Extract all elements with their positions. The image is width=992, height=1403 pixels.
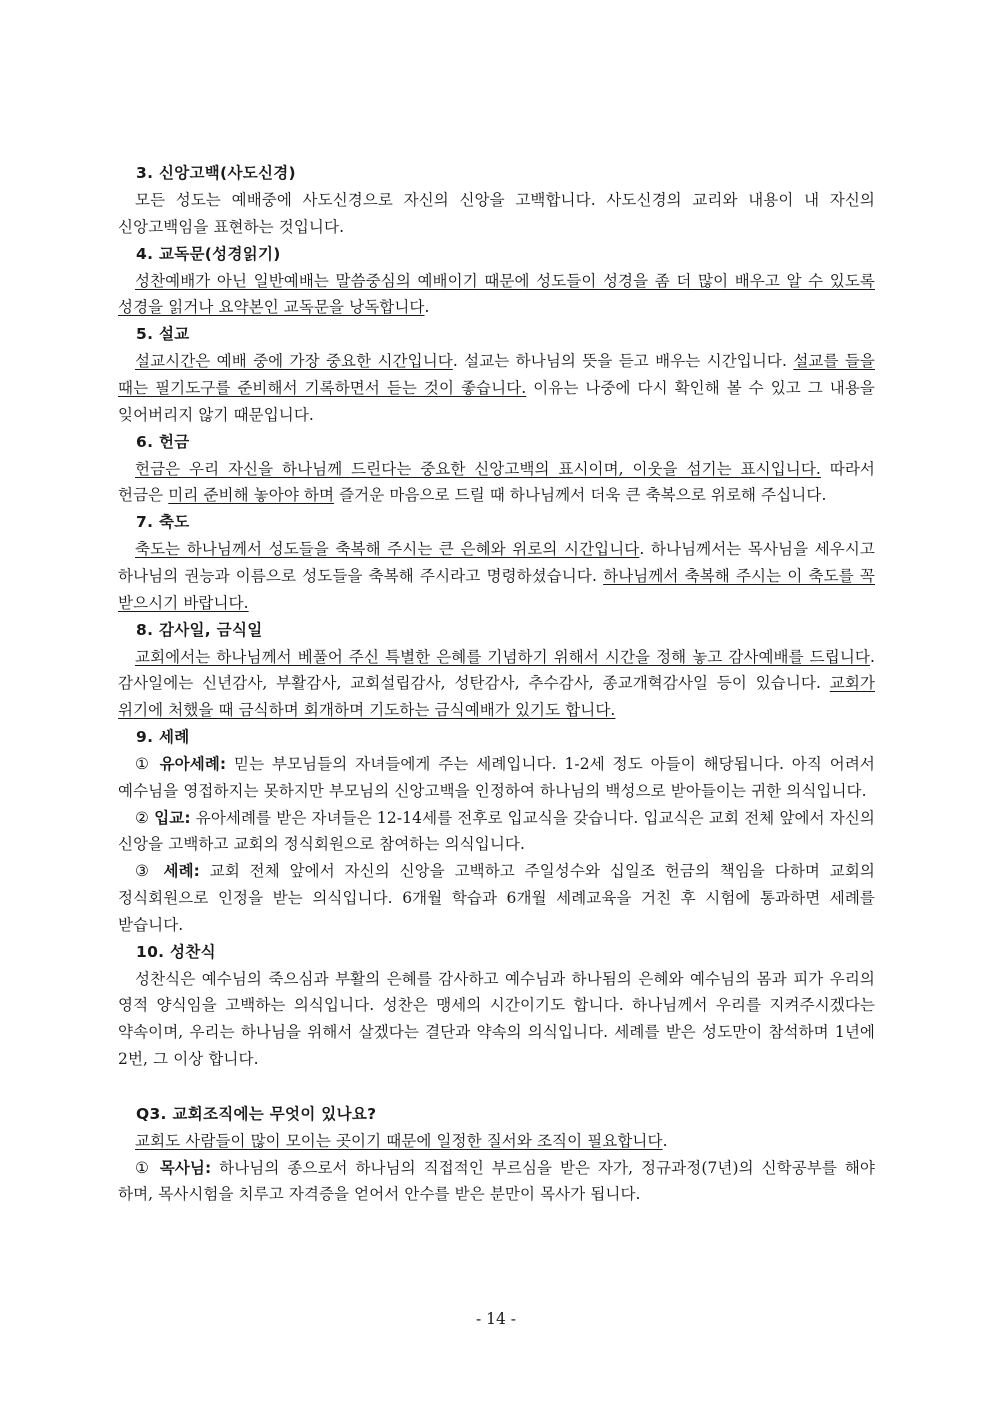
underlined-text: 헌금은 우리 자신을 하나님께 드린다는 중요한 신앙고백의 표시이며, 이웃을 섬기는 표시입니다. xyxy=(135,459,821,478)
text-run: ① xyxy=(135,754,160,773)
text-run: 즐거운 마음으로 드릴 때 하나님께서 더욱 큰 축복으로 위로해 주십니다. xyxy=(334,486,827,505)
section-paragraph xyxy=(118,456,875,510)
question-paragraph xyxy=(118,1155,875,1209)
section-heading: 5. 설교 xyxy=(136,325,190,344)
underlined-text: 축도는 하나님께서 성도들을 축복해 주시는 큰 은혜와 위로의 시간입니다 xyxy=(135,540,640,559)
text-run: 따라서 헌금은 xyxy=(118,459,875,505)
section-paragraph xyxy=(118,348,875,428)
term-label: 목사님: xyxy=(159,1158,212,1177)
section-heading: 9. 세례 xyxy=(136,727,190,746)
underlined-text: 성찬예배가 아닌 일반예배는 말씀중심의 예배이기 때문에 성도들이 성경을 좀 더 많이 배우고 알 수 있도록 성경을 읽거나 요약본인 교독문을 낭독합니다 xyxy=(118,271,875,317)
section-heading: 8. 감사일, 금식일 xyxy=(136,620,263,639)
underlined-text: 설교시간은 예배 중에 가장 중요한 시간입니다 xyxy=(135,352,453,371)
text-run: ① xyxy=(135,1158,160,1177)
question-paragraph xyxy=(118,1128,875,1155)
section-heading: 4. 교독문(성경읽기) xyxy=(136,244,281,263)
term-label: 입교: xyxy=(154,808,191,827)
underlined-text: 교회도 사람들이 많이 모이는 곳이기 때문에 일정한 질서와 조직이 필요합니다 xyxy=(135,1131,663,1150)
question-heading: Q3. 교회조직에는 무엇이 있나요? xyxy=(136,1104,377,1123)
section-paragraph xyxy=(118,187,875,241)
section-heading: 3. 신앙고백(사도신경) xyxy=(136,164,296,182)
section-paragraph xyxy=(118,858,875,938)
text-run: ② xyxy=(135,808,155,827)
section-paragraph xyxy=(118,644,875,724)
text-run: . xyxy=(662,1131,668,1150)
underlined-text: 교회에서는 하나님께서 베풀어 주신 특별한 은혜를 기념하기 위해서 시간을 정해 놓고 감사예배를 드립니다 xyxy=(135,647,870,666)
section-heading: 6. 헌금 xyxy=(136,432,190,451)
underlined-text: 설교를 들을 때는 필기도구를 준비해서 기록하면서 듣는 것이 좋습니다. xyxy=(118,352,875,397)
text-run: 교회 전체 앞에서 자신의 신앙을 고백하고 주일성수와 십일조 헌금의 책임을 다하며 교회의 정식회원으로 인정을 받는 의식입니다. 6개월 학습과 6개월 세례교육을 거친 후 시험에 통과하면 세례를 받습니다. xyxy=(118,862,875,934)
text-run: 하나님의 종으로서 하나님의 직접적인 부르심을 받은 자가, 정규과정(7년)의 신학공부를 해야 하며, 목사시험을 치루고 자격증을 얻어서 안수를 받은 분만이 목사가 됩니다. xyxy=(118,1158,875,1204)
underlined-text: 미리 준비해 놓아야 하며 xyxy=(168,486,335,505)
text-run: 이유는 나중에 다시 확인해 볼 수 있고 그 내용을 잊어버리지 않기 때문입니다. xyxy=(118,378,875,424)
section-paragraph xyxy=(118,268,875,322)
section-paragraph xyxy=(118,536,875,616)
text-run: . 설교는 하나님의 뜻을 듣고 배우는 시간입니다. xyxy=(452,352,794,371)
section-heading: 7. 축도 xyxy=(136,513,190,532)
text-run: 모든 성도는 예배중에 사도신경으로 자신의 신앙을 고백합니다. 사도신경의 교리와 내용이 내 자신의 신앙고백임을 표현하는 것입니다. xyxy=(118,191,875,236)
section-paragraph xyxy=(118,751,875,805)
section-heading: 10. 성찬식 xyxy=(136,942,216,961)
underlined-text: 하나님께서 축복해 주시는 이 축도를 꼭 받으시기 바랍니다. xyxy=(118,566,875,612)
document-body xyxy=(118,160,875,1208)
section-paragraph xyxy=(118,805,875,859)
term-label: 세례: xyxy=(163,862,200,881)
page-number: - 14 - xyxy=(475,1310,517,1328)
section-paragraph xyxy=(118,966,875,1073)
text-run: . 하나님께서는 목사님을 세우시고 하나님의 권능과 이름으로 성도들을 축복해 주시라고 명령하셨습니다. xyxy=(118,540,875,585)
text-run: ③ xyxy=(135,862,164,881)
text-run: . 감사일에는 신년감사, 부활감사, 교회설립감사, 성탄감사, 추수감사, 종교개혁감사일 등이 있습니다. xyxy=(118,647,875,693)
term-label: 유아세례: xyxy=(159,754,227,773)
underlined-text: 교회가 위기에 처했을 때 금식하며 회개하며 기도하는 금식예배가 있기도 합니다. xyxy=(118,674,875,720)
text-run: 성찬식은 예수님의 죽으심과 부활의 은혜를 감사하고 예수님과 하나됨의 은혜와 예수님의 몸과 피가 우리의 영적 양식임을 고백하는 의식입니다. 성찬은 맹세의 시간이기도 합니다. 하나님께서 우리를 지켜주시겠다는 약속이며, 우리는 하나님을 위해서 살겠다는 결단과 약속의 의식입니다. 세례를 받은 성도만이 참석하며 1년에 2번, 그 이상 합니다. xyxy=(118,969,875,1068)
text-run: 믿는 부모님들의 자녀들에게 주는 세례입니다. 1-2세 정도 아들이 해당됩니다. 아직 어려서 예수님을 영접하지는 못하지만 부모님의 신앙고백을 인정하여 하나님의 백성으로 받아들이는 귀한 의식입니다. xyxy=(118,754,875,800)
text-run: . xyxy=(424,298,430,317)
spacer xyxy=(118,1073,875,1101)
text-run: 유아세례를 받은 자녀들은 12-14세를 전후로 입교식을 갖습니다. 입교식은 교회 전체 앞에서 자신의 신앙을 고백하고 교회의 정식회원으로 참여하는 의식입니다. xyxy=(118,808,875,854)
